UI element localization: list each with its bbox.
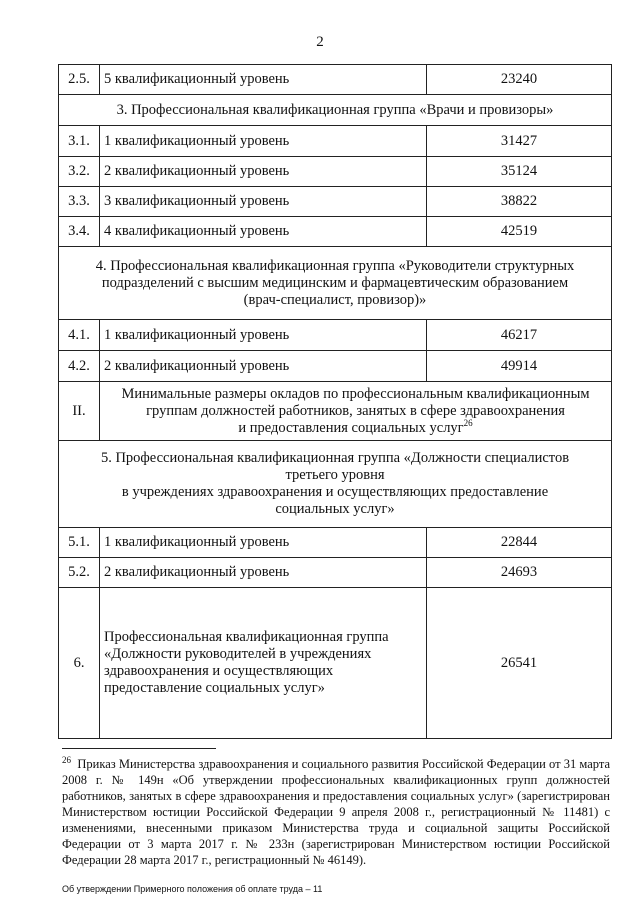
table-row [59,157,612,187]
group-title-line: третьего уровня [285,467,385,483]
row-value: 31427 [427,126,612,157]
group-title-line: (врач-специалист, провизор)» [243,291,427,308]
table-row [59,558,612,588]
footnote-mark: 26 [62,754,71,765]
table-row [59,65,612,95]
row-number: 4.1. [59,320,100,351]
section-row [59,382,612,441]
section-title-line: Минимальные размеры окладов по профессиональным квалификационным [121,385,590,402]
section-title [100,382,612,441]
row-value: 26541 [427,588,612,739]
row-level [100,588,427,739]
page-footer: Об утверждении Примерного положения об оплате труда – 11 [62,884,323,894]
group-header-row [59,95,612,126]
row-number: 4.2. [59,351,100,382]
row-value: 38822 [427,187,612,217]
section-title-line [104,417,607,437]
group-title-line: 5. Профессиональная квалификационная группа «Должности специалистов [100,450,570,466]
footnote-divider [62,748,216,749]
row-level: 1 квалификационный уровень [100,126,427,157]
row-value: 22844 [427,528,612,558]
group-title-line: 4. Профессиональная квалификационная группа «Руководители структурных [95,257,575,274]
row-number: 2.5. [59,65,100,95]
footnote [62,756,610,868]
group-header-row [59,441,612,528]
section-number: II. [59,382,100,441]
table-row [59,320,612,351]
row-number: 5.1. [59,528,100,558]
row-number: 3.4. [59,217,100,247]
page-number: 2 [316,34,324,50]
row-level: 2 квалификационный уровень [100,558,427,588]
row-level: 5 квалификационный уровень [100,65,427,95]
row-value: 35124 [427,157,612,187]
row-level-line: предоставление социальных услуг» [104,680,325,696]
row-value: 23240 [427,65,612,95]
row-level: 3 квалификационный уровень [100,187,427,217]
row-value: 46217 [427,320,612,351]
table-row [59,351,612,382]
row-value: 49914 [427,351,612,382]
table-row [59,588,612,739]
table-row [59,187,612,217]
row-value: 24693 [427,558,612,588]
group-title-line: подразделений с высшим медицинским и фармацевтическим образованием [101,274,569,291]
row-number: 3.3. [59,187,100,217]
footnote-reference: 26 [463,417,473,428]
row-level-line: здравоохранения и осуществляющих [104,663,334,679]
section-title-text: и предоставления социальных услуг [238,419,464,436]
table-row [59,126,612,157]
row-value: 42519 [427,217,612,247]
row-level-line: Профессиональная квалификационная группа [104,629,389,645]
group-title [59,247,612,320]
section-title-line: группам должностей работников, занятых в сфере здравоохранения [146,402,565,419]
table-row [59,528,612,558]
table-row [59,217,612,247]
row-number: 3.1. [59,126,100,157]
group-title-line: в учреждениях здравоохранения и осуществляющих предоставление [121,484,549,500]
group-title-line: социальных услуг» [275,501,395,517]
salary-table [58,64,612,739]
row-level: 2 квалификационный уровень [100,351,427,382]
row-level: 2 квалификационный уровень [100,157,427,187]
row-level: 1 квалификационный уровень [100,320,427,351]
row-number: 3.2. [59,157,100,187]
group-title [59,441,612,528]
row-number: 6. [59,588,100,739]
row-level-line: «Должности руководителей в учреждениях [104,646,372,662]
row-number: 5.2. [59,558,100,588]
row-level: 1 квалификационный уровень [100,528,427,558]
footnote-text: Приказ Министерства здравоохранения и социального развития Российской Федерации от 31 марта 2008 г. № 149н «Об утверждении профессиональных квалификационных групп должностей работников, занятых в сфере здравоохранения и предоставления социальных услуг» (зарегистрирован Министерством юстиции Российской Федерации 9 апреля 2008 г., регистрационный № 11481) с изменениями, внесенными приказом Министерства труда и социальной защиты Российской Федерации от 3 марта 2017 г. № 233н (зарегистрирован Министерством юстиции Российской Федерации 28 марта 2017 г., регистрационный № 46149). [62,757,611,867]
row-level: 4 квалификационный уровень [100,217,427,247]
group-title: 3. Профессиональная квалификационная группа «Врачи и провизоры» [59,95,612,126]
group-header-row [59,247,612,320]
